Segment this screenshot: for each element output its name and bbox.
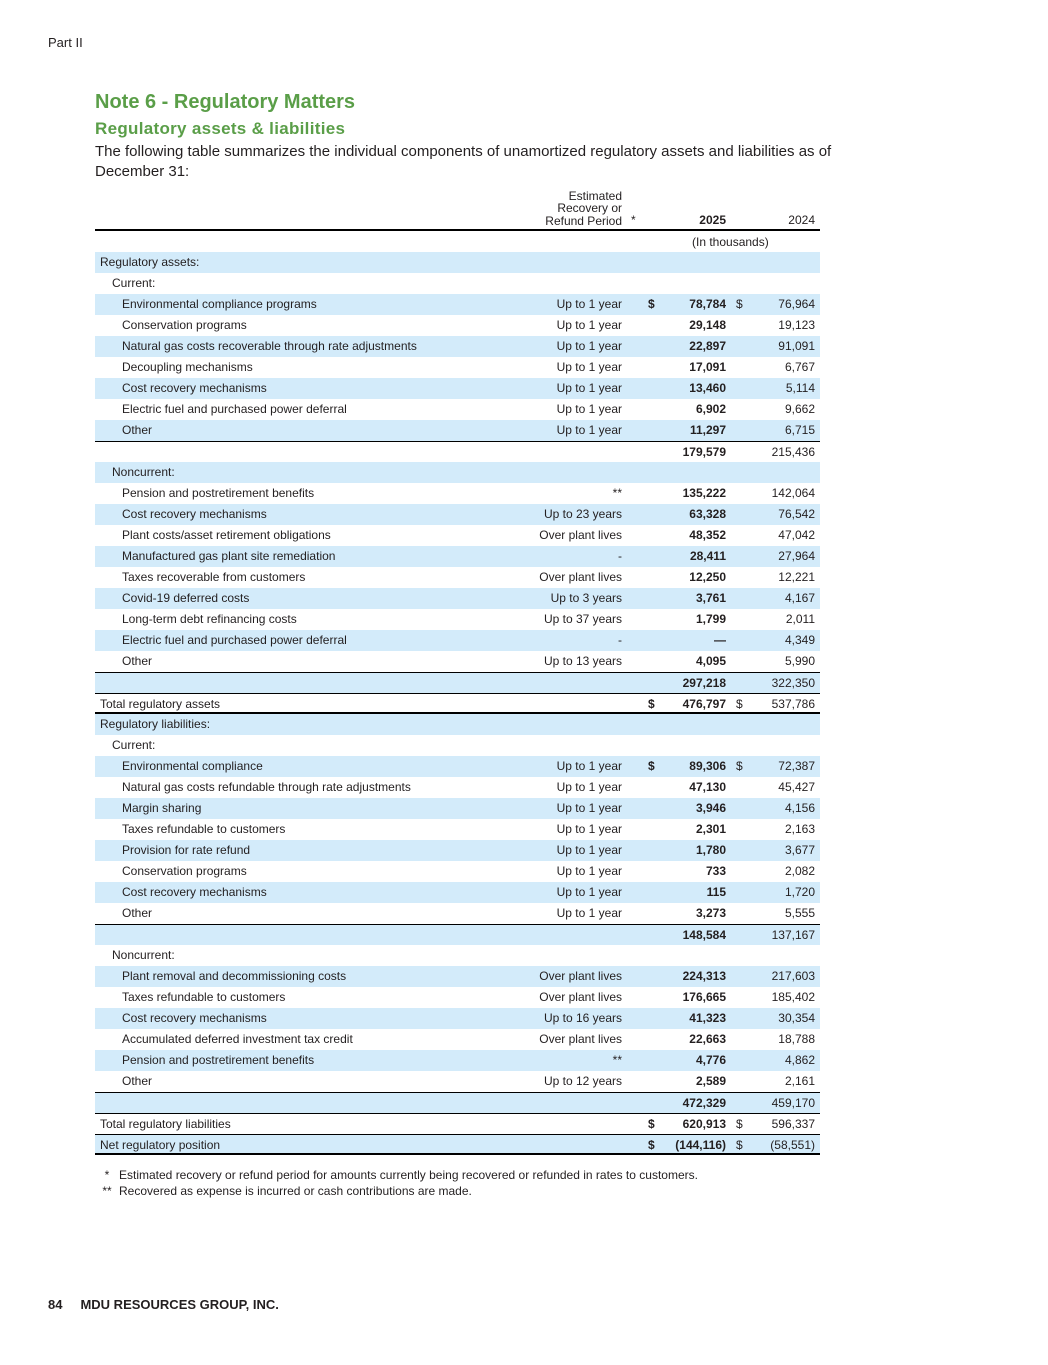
table-row — [95, 525, 820, 546]
value-2024: 45,427 — [778, 780, 815, 794]
value-2025: (144,116) — [675, 1138, 726, 1152]
value-2025: 22,663 — [689, 1032, 726, 1046]
value-2024: 91,091 — [778, 339, 815, 353]
recovery-period: Up to 1 year — [556, 780, 622, 794]
table-row — [95, 1050, 820, 1071]
page-number: 84 — [48, 1297, 63, 1312]
row-label: Net regulatory position — [100, 1138, 221, 1152]
value-2025: 1,799 — [695, 612, 726, 626]
regulatory-table — [95, 252, 820, 1155]
recovery-period: Up to 1 year — [556, 864, 622, 878]
row-label: Other — [122, 906, 153, 920]
recovery-period: Over plant lives — [539, 1032, 622, 1046]
footnote — [95, 1183, 698, 1199]
table-row — [95, 504, 820, 525]
dollar-sign-2025: $ — [648, 1117, 655, 1131]
recovery-period: Over plant lives — [539, 570, 622, 584]
row-label: Total regulatory assets — [100, 697, 221, 711]
section-subtitle: Regulatory assets & liabilities — [95, 119, 346, 138]
table-row — [95, 630, 820, 651]
company-name: MDU RESOURCES GROUP, INC. — [80, 1297, 279, 1312]
row-label: Pension and postretirement benefits — [122, 486, 315, 500]
table-row — [95, 336, 820, 357]
table-row — [95, 819, 820, 840]
dollar-sign-2025: $ — [648, 297, 655, 311]
row-label: Noncurrent: — [112, 948, 175, 962]
value-2025: 47,130 — [689, 780, 726, 794]
dollar-sign-2024: $ — [736, 1138, 743, 1152]
table-row — [95, 273, 820, 294]
value-2025: — — [714, 633, 726, 647]
table-row — [95, 945, 820, 966]
table-row — [95, 294, 820, 315]
row-label: Total regulatory liabilities — [100, 1117, 231, 1131]
footnote-text: Estimated recovery or refund period for amounts currently being recovered or refunded in rates to customers. — [119, 1168, 698, 1182]
value-2025: 6,902 — [695, 402, 726, 416]
value-2025: 28,411 — [689, 549, 726, 563]
table-row — [95, 357, 820, 378]
recovery-period: Up to 1 year — [556, 381, 622, 395]
recovery-period: Up to 3 years — [550, 591, 622, 605]
recovery-period: Up to 23 years — [543, 507, 622, 521]
part-label: Part II — [48, 35, 83, 50]
value-2025: 476,797 — [682, 697, 726, 711]
recovery-period: Up to 1 year — [556, 843, 622, 857]
value-2024: 1,720 — [784, 885, 815, 899]
recovery-period: Over plant lives — [539, 969, 622, 983]
table-row — [95, 1071, 820, 1092]
value-2024: 4,167 — [784, 591, 815, 605]
row-label: Environmental compliance — [122, 759, 263, 773]
recovery-period: Up to 1 year — [556, 318, 622, 332]
value-2025: 89,306 — [689, 759, 726, 773]
recovery-period: Up to 16 years — [543, 1011, 622, 1025]
row-label: Environmental compliance programs — [122, 297, 317, 311]
row-label: Decoupling mechanisms — [122, 360, 253, 374]
dollar-sign-2025: $ — [648, 1138, 655, 1152]
value-2025: 12,250 — [689, 570, 726, 584]
recovery-period: Up to 13 years — [543, 654, 622, 668]
value-2024: 76,964 — [778, 297, 815, 311]
footnote-text: Recovered as expense is incurred or cash contributions are made. — [119, 1184, 472, 1198]
table-row — [95, 399, 820, 420]
row-label: Electric fuel and purchased power deferral — [122, 402, 347, 416]
row-label: Regulatory liabilities: — [100, 717, 211, 731]
value-2024: 459,170 — [771, 1096, 815, 1110]
value-2024: 12,221 — [778, 570, 815, 584]
value-2024: 185,402 — [771, 990, 815, 1004]
footnote-mark: * — [104, 1168, 110, 1182]
row-label: Long-term debt refinancing costs — [122, 612, 297, 626]
row-label: Natural gas costs refundable through rate adjustments — [122, 780, 411, 794]
value-2024: 4,862 — [784, 1053, 815, 1067]
footnotes — [95, 1167, 698, 1199]
units-label: (In thousands) — [692, 235, 769, 249]
row-label: Other — [122, 654, 153, 668]
row-label: Taxes refundable to customers — [122, 990, 286, 1004]
row-label: Taxes recoverable from customers — [122, 570, 306, 584]
value-2024: 537,786 — [771, 697, 815, 711]
value-2024: 76,542 — [778, 507, 815, 521]
recovery-period: Up to 37 years — [543, 612, 622, 626]
intro-paragraph: The following table summarizes the individual components of unamortized regulatory assets and liabilities as of December 31: — [95, 143, 832, 180]
value-2025: 148,584 — [682, 928, 726, 942]
table-row — [95, 315, 820, 336]
table-row — [95, 1008, 820, 1029]
table-row — [95, 609, 820, 630]
value-2025: 620,913 — [682, 1117, 726, 1131]
value-2025: 29,148 — [689, 318, 726, 332]
row-label: Plant costs/asset retirement obligations — [122, 528, 331, 542]
recovery-period: Up to 12 years — [543, 1074, 622, 1088]
value-2025: 17,091 — [689, 360, 726, 374]
row-label: Other — [122, 1074, 153, 1088]
value-2025: 3,273 — [695, 906, 726, 920]
value-2024: 2,163 — [784, 822, 815, 836]
value-2024: 137,167 — [771, 928, 815, 942]
table-row — [95, 378, 820, 399]
recovery-period: Up to 1 year — [556, 339, 622, 353]
dollar-sign-2024: $ — [736, 297, 743, 311]
table-row — [95, 567, 820, 588]
row-label: Margin sharing — [122, 801, 202, 815]
row-label: Current: — [112, 276, 156, 290]
row-label: Plant removal and decommissioning costs — [122, 969, 347, 983]
page-footer — [48, 1297, 279, 1312]
table-row — [95, 252, 820, 273]
dollar-sign-2024: $ — [736, 697, 743, 711]
value-2025: 3,946 — [695, 801, 726, 815]
row-label: Accumulated deferred investment tax credit — [122, 1032, 353, 1046]
value-2025: 63,328 — [689, 507, 726, 521]
value-2024: 5,114 — [785, 381, 815, 395]
value-2024: 5,555 — [784, 906, 815, 920]
subtotal-row — [95, 441, 820, 462]
value-2024: 47,042 — [778, 528, 815, 542]
value-2025: 41,323 — [689, 1011, 726, 1025]
table-row — [95, 861, 820, 882]
row-label: Natural gas costs recoverable through rate adjustments — [122, 339, 417, 353]
value-2024: 72,387 — [778, 759, 815, 773]
value-2024: 3,677 — [784, 843, 815, 857]
recovery-period: Up to 1 year — [556, 885, 622, 899]
value-2024: 4,349 — [784, 633, 815, 647]
value-2025: 733 — [705, 864, 726, 878]
table-header — [95, 189, 820, 231]
value-2024: 2,082 — [784, 864, 815, 878]
recovery-period: - — [618, 633, 622, 647]
subtotal-row — [95, 924, 820, 945]
table-row — [95, 756, 820, 777]
dollar-sign-2025: $ — [648, 759, 655, 773]
value-2025: 4,095 — [695, 654, 726, 668]
value-2025: 22,897 — [689, 339, 726, 353]
row-label: Electric fuel and purchased power deferral — [122, 633, 347, 647]
value-2025: 4,776 — [695, 1053, 726, 1067]
row-label: Taxes refundable to customers — [122, 822, 286, 836]
value-2024: 2,011 — [785, 612, 815, 626]
table-row — [95, 462, 820, 483]
footnote-mark: ** — [102, 1184, 112, 1198]
row-label: Provision for rate refund — [122, 843, 251, 857]
dollar-sign-2024: $ — [736, 1117, 743, 1131]
value-2024: 27,964 — [778, 549, 815, 563]
value-2024: 6,715 — [784, 423, 815, 437]
total-row — [95, 693, 820, 714]
row-label: Noncurrent: — [112, 465, 175, 479]
value-2024: 5,990 — [784, 654, 815, 668]
footnote — [95, 1167, 698, 1183]
recovery-period: Up to 1 year — [556, 906, 622, 920]
table-row — [95, 777, 820, 798]
recovery-period: Up to 1 year — [556, 822, 622, 836]
value-2025: 13,460 — [689, 381, 726, 395]
value-2024: (58,551) — [770, 1138, 815, 1152]
note-title: Note 6 - Regulatory Matters — [95, 91, 356, 113]
table-row — [95, 483, 820, 504]
value-2024: 142,064 — [771, 486, 815, 500]
value-2025: 472,329 — [682, 1096, 726, 1110]
row-label: Conservation programs — [122, 864, 247, 878]
table-row — [95, 714, 820, 735]
value-2024: 4,156 — [784, 801, 815, 815]
recovery-period: Up to 1 year — [556, 759, 622, 773]
value-2025: 224,313 — [682, 969, 726, 983]
column-header-2024: 2024 — [788, 213, 815, 227]
recovery-period: Up to 1 year — [556, 402, 622, 416]
value-2024: 18,788 — [778, 1032, 815, 1046]
row-label: Cost recovery mechanisms — [122, 507, 267, 521]
period-column-header: Estimated Recovery or Refund Period — [545, 188, 622, 228]
dollar-sign-2024: $ — [736, 759, 743, 773]
total-row — [95, 1134, 820, 1155]
recovery-period: Up to 1 year — [556, 423, 622, 437]
table-row — [95, 546, 820, 567]
value-2025: 11,297 — [689, 423, 726, 437]
row-label: Regulatory assets: — [100, 255, 200, 269]
table-row — [95, 903, 820, 924]
table-row — [95, 798, 820, 819]
table-row — [95, 840, 820, 861]
value-2025: 2,301 — [695, 822, 726, 836]
table-row — [95, 1029, 820, 1050]
value-2025: 48,352 — [689, 528, 726, 542]
recovery-period: - — [618, 549, 622, 563]
value-2024: 596,337 — [771, 1117, 815, 1131]
value-2025: 2,589 — [695, 1074, 726, 1088]
table-row — [95, 966, 820, 987]
value-2025: 297,218 — [682, 676, 726, 690]
value-2025: 179,579 — [682, 445, 726, 459]
recovery-period: Up to 1 year — [556, 297, 622, 311]
value-2025: 176,665 — [682, 990, 726, 1004]
value-2024: 215,436 — [771, 445, 815, 459]
dollar-sign-2025: $ — [648, 697, 655, 711]
value-2025: 3,761 — [695, 591, 726, 605]
row-label: Conservation programs — [122, 318, 247, 332]
recovery-period: Up to 1 year — [556, 360, 622, 374]
value-2025: 115 — [706, 885, 726, 899]
period-footnote-mark: * — [631, 213, 636, 227]
table-row — [95, 735, 820, 756]
value-2025: 78,784 — [689, 297, 726, 311]
value-2024: 322,350 — [771, 676, 815, 690]
recovery-period: Up to 1 year — [556, 801, 622, 815]
row-label: Cost recovery mechanisms — [122, 381, 267, 395]
value-2024: 217,603 — [771, 969, 815, 983]
row-label: Current: — [112, 738, 156, 752]
value-2024: 19,123 — [778, 318, 815, 332]
column-header-2025: 2025 — [699, 213, 726, 227]
recovery-period: Over plant lives — [539, 528, 622, 542]
row-label: Manufactured gas plant site remediation — [122, 549, 336, 563]
value-2024: 30,354 — [778, 1011, 815, 1025]
value-2025: 135,222 — [682, 486, 726, 500]
row-label: Pension and postretirement benefits — [122, 1053, 315, 1067]
value-2024: 2,161 — [784, 1074, 815, 1088]
subtotal-row — [95, 672, 820, 693]
table-row — [95, 420, 820, 441]
value-2025: 1,780 — [695, 843, 726, 857]
row-label: Covid-19 deferred costs — [122, 591, 250, 605]
row-label: Cost recovery mechanisms — [122, 1011, 267, 1025]
recovery-period: Over plant lives — [539, 990, 622, 1004]
table-row — [95, 987, 820, 1008]
recovery-period: ** — [612, 486, 622, 500]
value-2024: 6,767 — [784, 360, 815, 374]
subtotal-row — [95, 1092, 820, 1113]
table-row — [95, 651, 820, 672]
value-2024: 9,662 — [784, 402, 815, 416]
table-row — [95, 588, 820, 609]
row-label: Other — [122, 423, 153, 437]
recovery-period: ** — [612, 1053, 622, 1067]
subtotal-row — [95, 1113, 820, 1134]
table-row — [95, 882, 820, 903]
row-label: Cost recovery mechanisms — [122, 885, 267, 899]
